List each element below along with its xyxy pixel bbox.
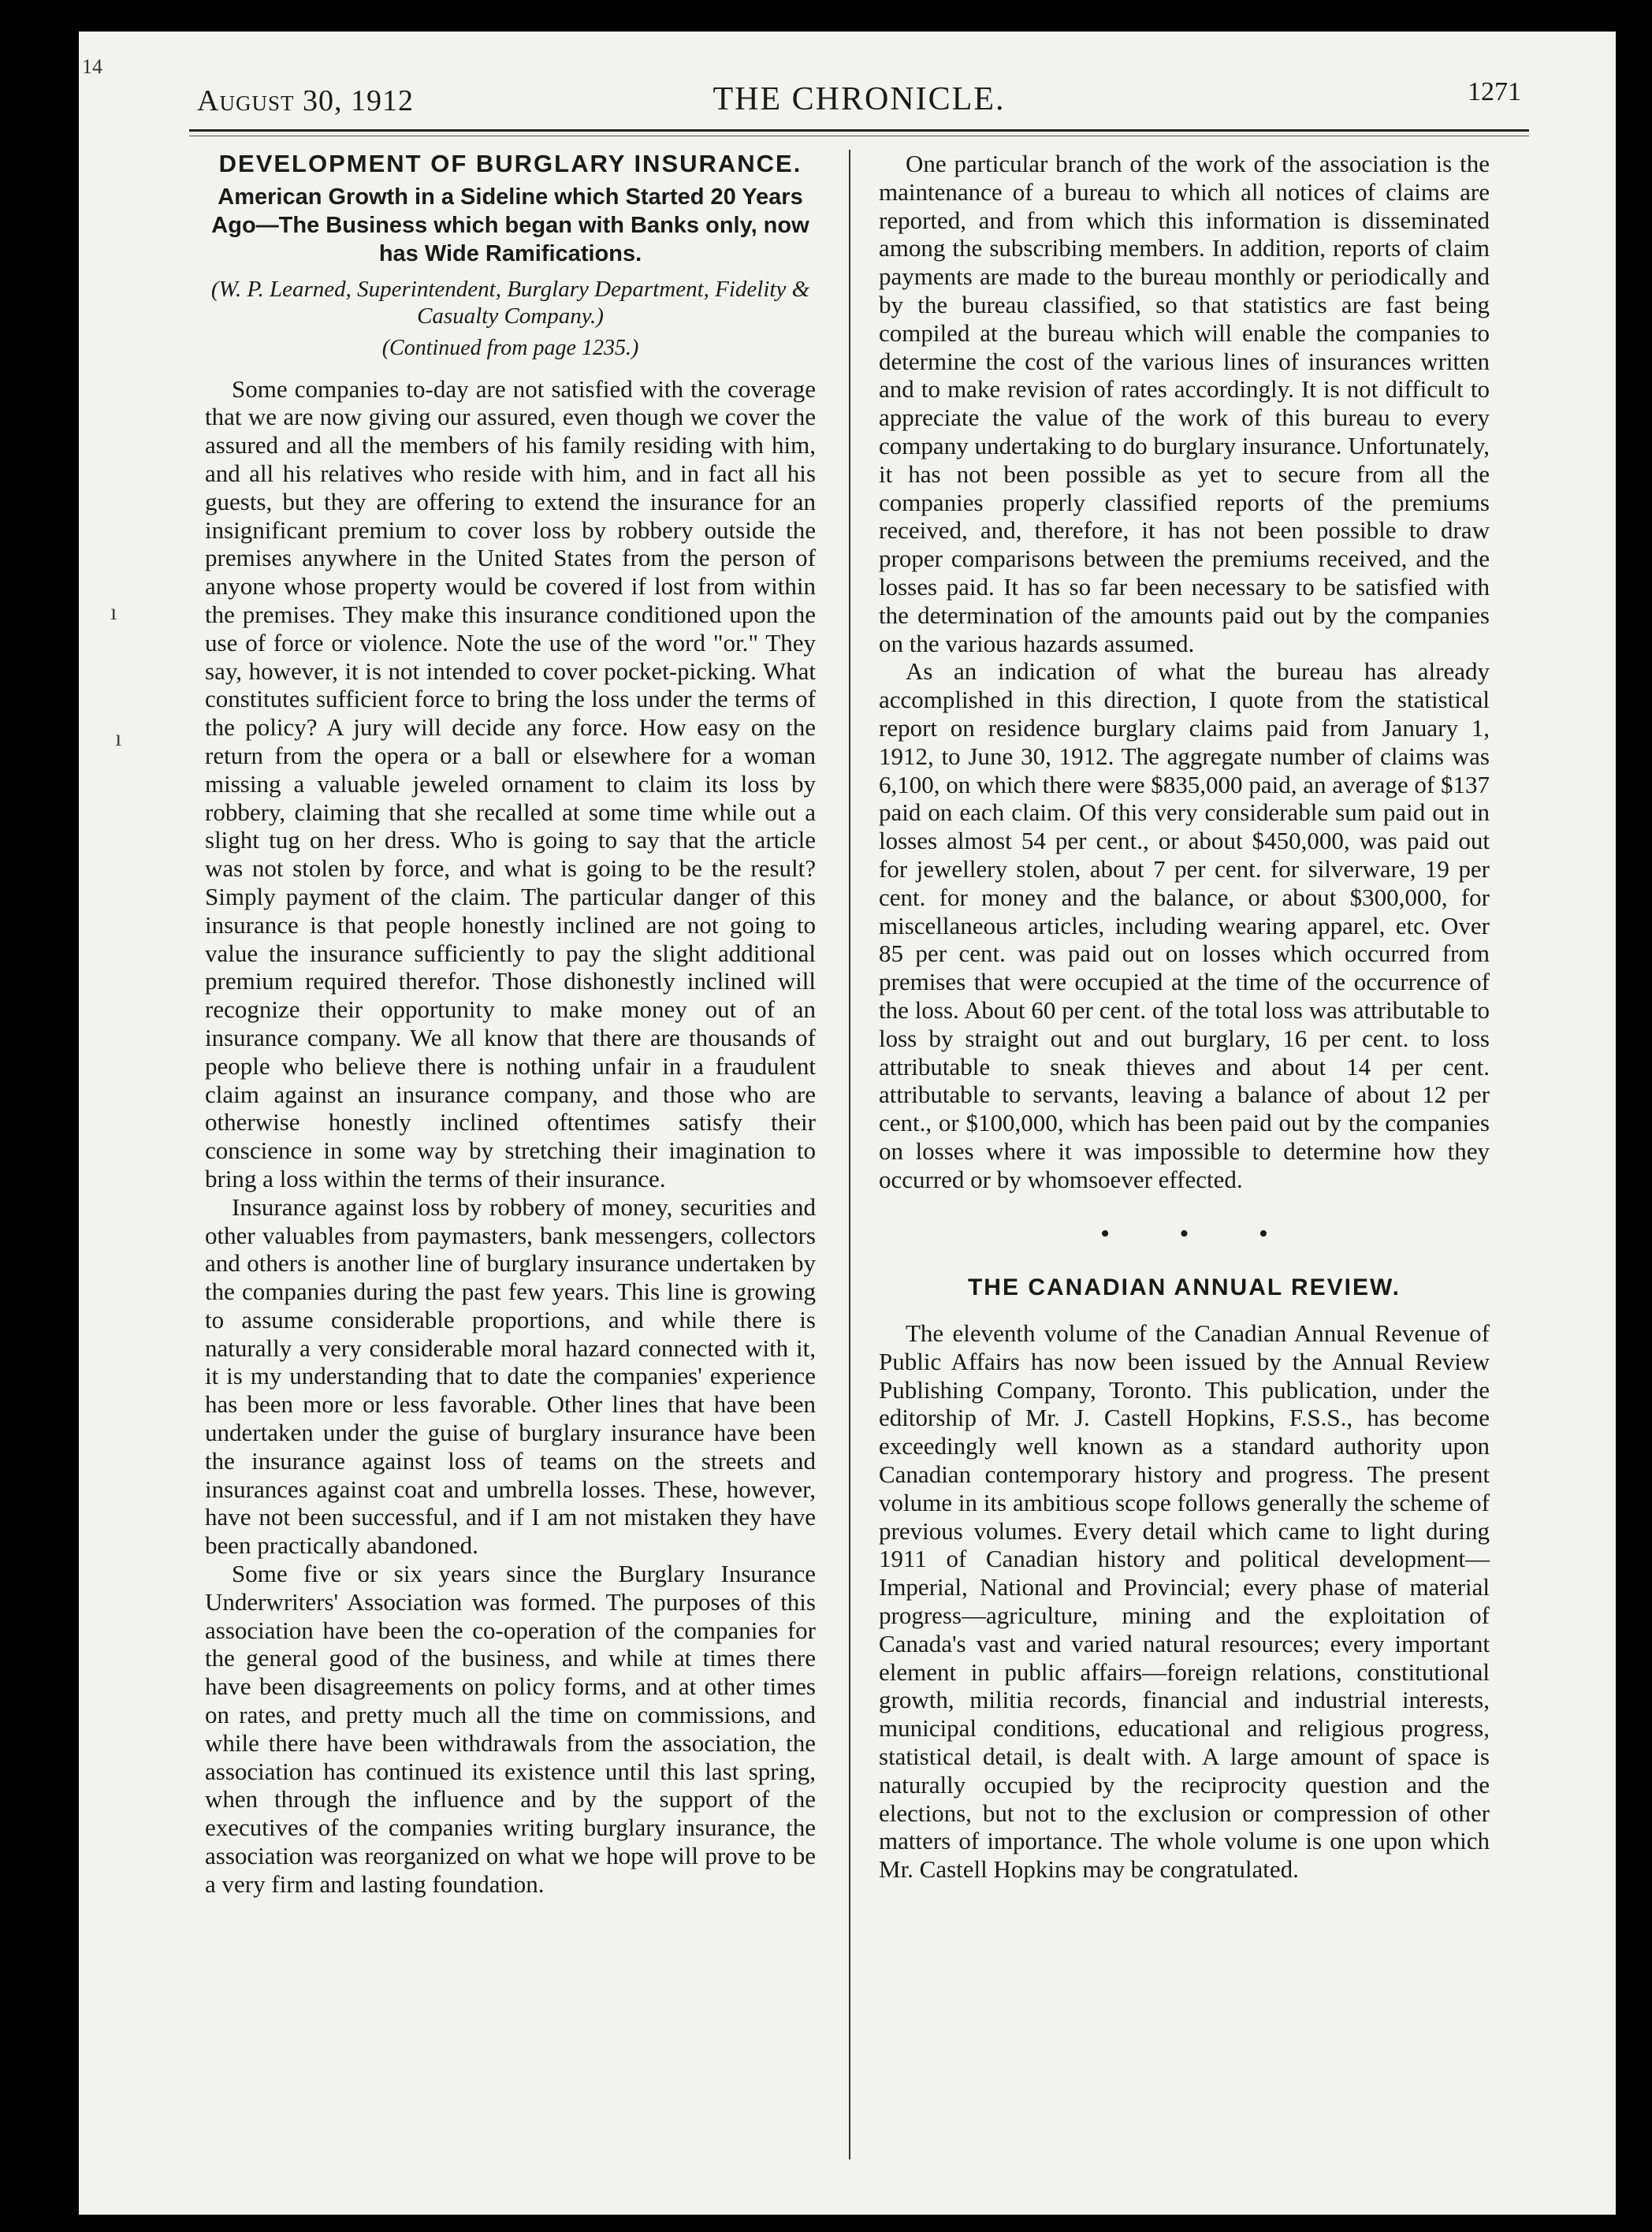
header-rule [189, 129, 1529, 132]
right-column [879, 150, 1490, 1884]
paragraph: Some companies to-day are not satisfied with the coverage that we are now giving our assured, even though we cover the assured and all the members of his family residing with him, and all his relatives who reside with him, and in fact all his guests, but they are offering to extend the insurance for an insignificant premium to cover loss by robbery outside the premises anywhere in the United States from the person of anyone whose property would be covered if lost from within the premises. They make this insurance conditioned upon the use of force or violence. Note the use of the word "or." They say, however, it is not intended to cover pocket-picking. What constitutes sufficient force to bring the loss under the terms of the policy? A jury will decide any force. How easy on the return from the opera or a ball or elsewhere for a woman missing a valuable jeweled ornament to claim its loss by robbery, claiming that she recalled at some time while out a slight tug on her dress. Who is going to say that the article was not stolen by force, and what is going to be the result? Simply payment of the claim. The particular danger of this insurance is that people honestly inclined are not going to value the insurance sufficiently to pay the slight additional premium required therefor. Those dishonestly inclined will recognize their opportunity to make money out of an insurance company. We all know that there are thousands of people who believe there is nothing unfair in a fraudulent claim against an insurance company, and those who are otherwise honestly inclined oftentimes satisfy their conscience in some way by stretching their imagination to bring a loss within the terms of their insurance. [205, 374, 816, 1192]
article-subhead: American Growth in a Sideline which Started 20 Years Ago—The Business which began with Banks only, now has Wide Ramifications. [211, 184, 809, 266]
column-divider [849, 150, 850, 2159]
page-number: 1271 [1468, 77, 1521, 106]
paragraph: One particular branch of the work of the association is the maintenance of a bureau to which all notices of claims are reported, and from which this information is disseminated among the subscribing members. In addition, reports of claim payments are made to the bureau monthly or periodically and by the bureau classified, so that statistics are fast being compiled at the bureau which will enable the companies to determine the cost of the various lines of insurances written and to make revision of rates accordingly. It is not difficult to appreciate the value of the work of this bureau to every company undertaking to do burglary insurance. Unfortunately, it has not been possible as yet to secure from all the companies properly classified reports of the premiums received, and, therefore, it has not been possible to draw proper comparisons between the premiums received, and the losses paid. It has so far been necessary to be satisfied with the determination of the amounts paid out by the companies on the various hazards assumed. [879, 150, 1490, 657]
section-separator: • • • [1100, 1219, 1300, 1249]
issue-date: August 30, 1912 [197, 84, 414, 117]
margin-mark: 14 [82, 55, 102, 78]
paragraph: Some five or six years since the Burglary Insurance Underwriters' Association was formed. The purposes of this association have been the co-operation of the companies for the general good of the business, and while at times there have been disagreements on policy forms, and at other times on rates, and pretty much all the time on commissions, and while there have been withdrawals from the association, the association has continued its existence until this last spring, when through the influence and by the support of the executives of the companies writing burglary insurance, the association was reorganized on what we hope will prove to be a very firm and lasting foundation. [205, 1560, 816, 1898]
newspaper-page [79, 32, 1616, 2215]
paragraph: The eleventh volume of the Canadian Annual Revenue of Public Affairs has now been issued by the Annual Review Publishing Company, Toronto. This publication, under the editorship of Mr. J. Castell Hopkins, F.S.S., has become exceedingly well known as a standard authority upon Canadian contemporary history and progress. The present volume in its ambitious scope follows generally the scheme of previous volumes. Every detail which came to light during 1911 of Canadian history and political development—Imperial, National and Provincial; every phase of material progress—agriculture, mining and the exploitation of Canada's vast and varied natural resources; every important element in public affairs—foreign relations, constitutional growth, militia records, financial and industrial interests, municipal conditions, educational and religious progress, statistical detail, is dealt with. A large amount of space is naturally occupied by the reciprocity question and the elections, but not to the exclusion or compression of other matters of importance. The whole volume is one upon which Mr. Castell Hopkins may be congratulated. [879, 1319, 1490, 1884]
publication-title: THE CHRONICLE. [713, 81, 1006, 117]
article-title: DEVELOPMENT OF BURGLARY INSURANCE. [218, 150, 802, 177]
continued-note: (Continued from page 1235.) [381, 335, 639, 360]
left-column [205, 150, 816, 1899]
ink-blot: ı [110, 599, 117, 625]
ink-blot: ı [115, 725, 122, 751]
paragraph: Insurance against loss by robbery of money, securities and other valuables from paymasters, bank messengers, collectors and others is another line of burglary insurance undertaken by the companies during the past few years. This line is growing to assume considerable proportions, and while there is naturally a very considerable moral hazard connected with it, it is my understanding that to date the companies' experience has been more or less favorable. Other lines that have been undertaken under the guise of burglary insurance have been the insurance against loss of teams on the streets and insurances against coat and umbrella losses. These, however, have not been successful, and if I am not mistaken they have been practically abandoned. [205, 1192, 816, 1560]
paragraph: As an indication of what the bureau has already accomplished in this direction, I quote from the statistical report on residence burglary claims paid from January 1, 1912, to June 30, 1912. The aggregate number of claims was 6,100, on which there were $835,000 paid, an average of $137 paid on each claim. Of this very considerable sum paid out in losses almost 54 per cent., or about $450,000, was paid out for jewellery stolen, about 7 per cent. for silverware, 19 per cent. for money and the balance, or about $300,000, for miscellaneous articles, including wearing apparel, etc. Over 85 per cent. was paid out on losses which occurred from premises that were occupied at the time of the occurrence of the loss. About 60 per cent. of the total loss was attributable to loss by straight out and out burglary, 16 per cent. to loss attributable to sneak thieves and about 14 per cent. attributable to servants, leaving a balance of about 12 per cent., or $100,000, which has been paid out by the companies on losses where it was impossible to determine how they occurred or by whomsoever effected. [879, 657, 1490, 1193]
section-title: THE CANADIAN ANNUAL REVIEW. [967, 1274, 1401, 1301]
page-header [197, 73, 1521, 120]
article-byline: (W. P. Learned, Superintendent, Burglary Department, Fidelity & Casualty Company.) [210, 276, 810, 329]
